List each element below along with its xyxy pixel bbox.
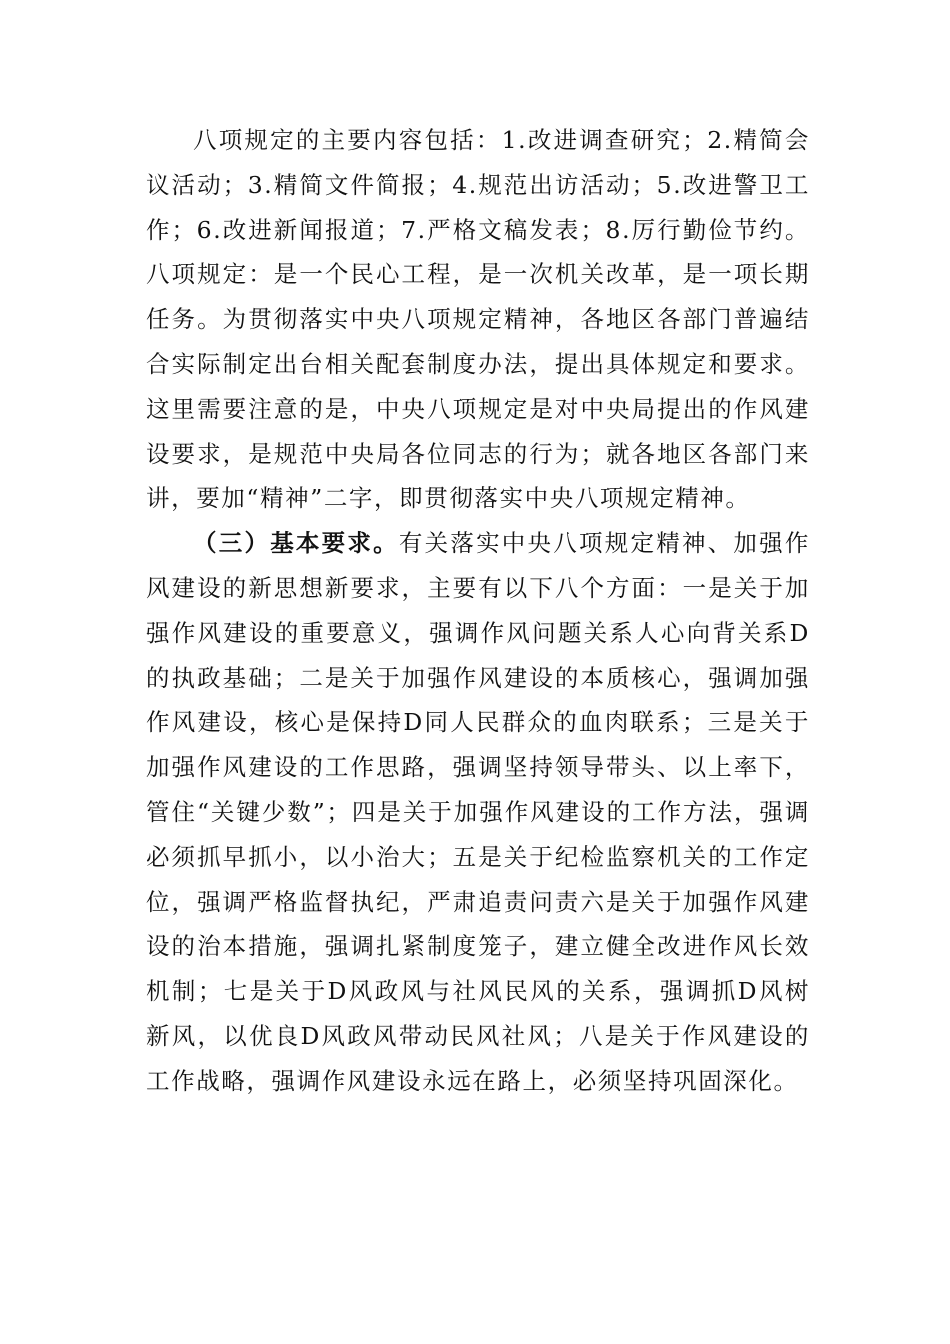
paragraph-basic-requirements [146, 521, 810, 1103]
paragraph-eight-rules: 八项规定的主要内容包括：1.改进调查研究；2.精简会议活动；3.精简文件简报；4.规范出访活动；5.改进警卫工作；6.改进新闻报道；7.严格文稿发表；8.厉行勤俭节约。八项规定：是一个民心工程，是一次机关改革，是一项长期任务。为贯彻落实中央八项规定精神，各地区各部门普遍结合实际制定出台相关配套制度办法，提出具体规定和要求。这里需要注意的是，中央八项规定是对中央局提出的作风建设要求，是规范中央局各位同志的行为；就各地区各部门来讲，要加“精神”二字，即贯彻落实中央八项规定精神。 [146, 126, 810, 513]
section-heading: （三）基本要求。 [193, 529, 399, 558]
paragraph-body: 有关落实中央八项规定精神、加强作风建设的新思想新要求，主要有以下八个方面：一是关于加强作风建设的重要意义，强调作风问题关系人心向背关系D的执政基础；二是关于加强作风建设的本质核心，强调加强作风建设，核心是保持D同人民群众的血肉联系；三是关于加强作风建设的工作思路，强调坚持领导带头、以上率下，管住“关键少数”；四是关于加强作风建设的工作方法，强调必须抓早抓小，以小治大；五是关于纪检监察机关的工作定位，强调严格监督执纪，严肃追责问责六是关于加强作风建设的治本措施，强调扎紧制度笼子，建立健全改进作风长效机制；七是关于D风政风与社风民风的关系，强调抓D风树新风，以优良D风政风带动民风社风；八是关于作风建设的工作战略，强调作风建设永远在路上，必须坚持巩固深化。 [146, 529, 810, 1095]
document-body [146, 118, 810, 1104]
